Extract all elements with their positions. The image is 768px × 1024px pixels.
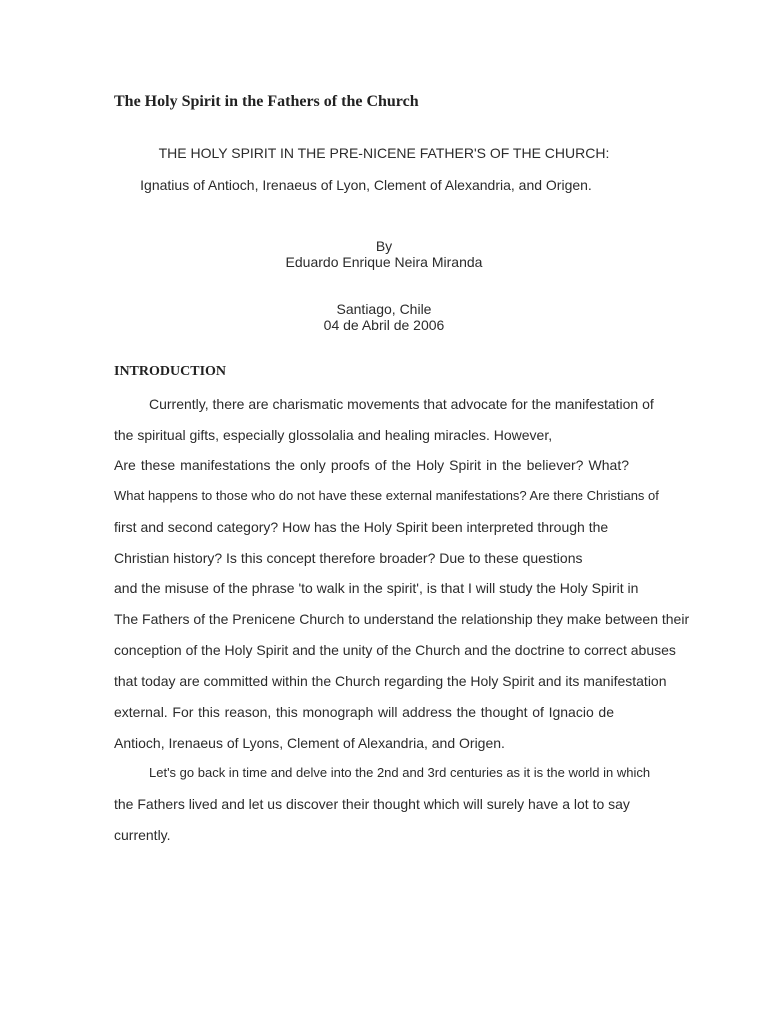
body-line: What happens to those who do not have these external manifestations? Are there Christians of — [114, 488, 659, 503]
body-line: Currently, there are charismatic movements that advocate for the manifestation of — [149, 396, 654, 412]
section-heading: INTRODUCTION — [114, 364, 227, 379]
body-line: external. For this reason, this monograph will address the thought of Ignacio de — [114, 704, 614, 720]
body-line: conception of the Holy Spirit and the unity of the Church and the doctrine to correct abuses — [114, 642, 676, 658]
body-line: first and second category? How has the Holy Spirit been interpreted through the — [114, 519, 609, 535]
body-line: Let's go back in time and delve into the 2nd and 3rd centuries as it is the world in which — [149, 765, 651, 780]
subtitle-line-2: Ignatius of Antioch, Irenaeus of Lyon, Clement of Alexandria, and Origen. — [140, 177, 592, 193]
document-title: The Holy Spirit in the Fathers of the Church — [114, 93, 419, 110]
body-line: the Fathers lived and let us discover their thought which will surely have a lot to say — [114, 796, 630, 812]
body-line: Christian history? Is this concept therefore broader? Due to these questions — [114, 550, 583, 566]
by-label: By — [375, 238, 393, 254]
place: Santiago, Chile — [336, 301, 432, 317]
body-line: Antioch, Irenaeus of Lyons, Clement of Alexandria, and Origen. — [114, 735, 505, 751]
date: 04 de Abril de 2006 — [323, 317, 445, 333]
body-line: The Fathers of the Prenicene Church to understand the relationship they make between their — [114, 611, 690, 627]
body-line: Are these manifestations the only proofs of the Holy Spirit in the believer? What? — [114, 457, 629, 473]
author-name: Eduardo Enrique Neira Miranda — [285, 254, 483, 270]
body-line: the spiritual gifts, especially glossolalia and healing miracles. However, — [114, 427, 553, 443]
subtitle-line-1: THE HOLY SPIRIT IN THE PRE-NICENE FATHER'S OF THE CHURCH: — [158, 145, 610, 161]
body-line: currently. — [114, 827, 171, 843]
body-line: and the misuse of the phrase 'to walk in the spirit', is that I will study the Holy Spirit in — [114, 580, 639, 596]
body-line: that today are committed within the Church regarding the Holy Spirit and its manifestation — [114, 673, 667, 689]
